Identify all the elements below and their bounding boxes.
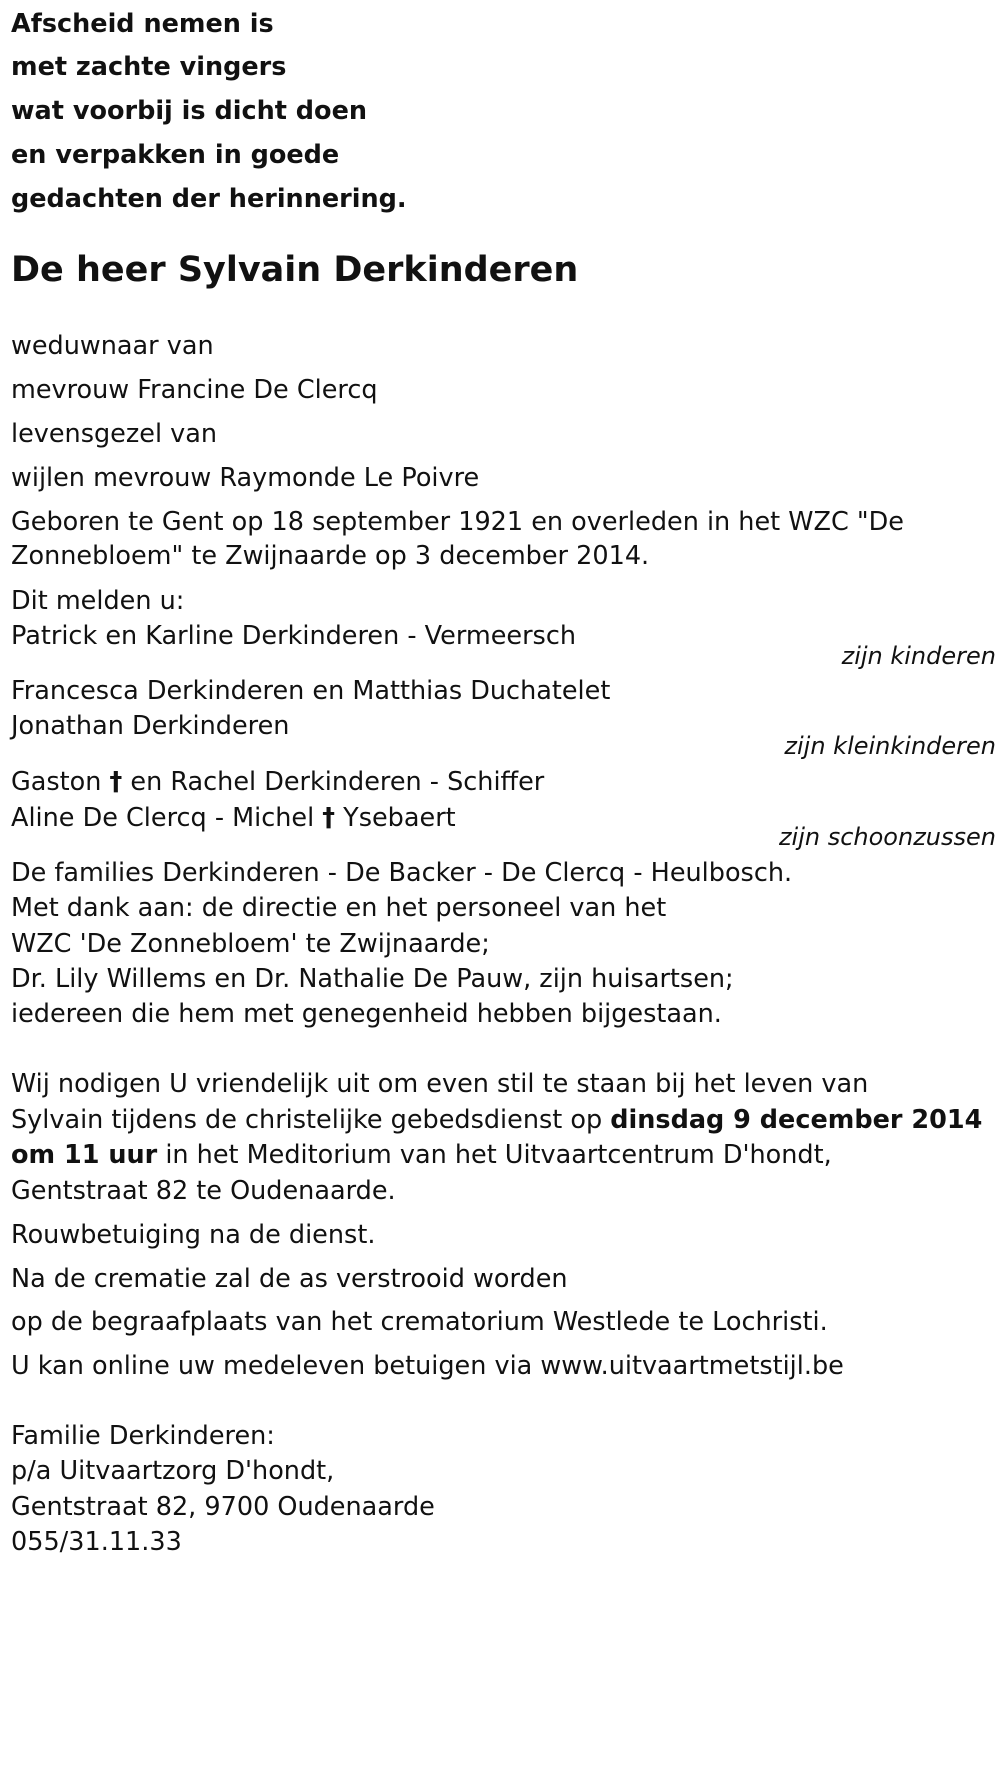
poem-line: en verpakken in goede xyxy=(11,140,340,170)
thanks-line: iedereen die hem met genegenheid hebben bijgestaan. xyxy=(11,999,722,1029)
after-line: Rouwbetuiging na de dienst. xyxy=(11,1220,376,1250)
children-relation: zijn kinderen xyxy=(841,642,996,670)
thanks-line: WZC 'De Zonnebloem' te Zwijnaarde; xyxy=(11,929,490,959)
grandchildren-relation: zijn kleinkinderen xyxy=(784,732,996,760)
service-date: dinsdag 9 december 2014 xyxy=(610,1105,983,1135)
service-time: om 11 uur xyxy=(11,1140,158,1170)
grandchildren-names: Jonathan Derkinderen xyxy=(11,711,290,741)
inlaws-relation: zijn schoonzussen xyxy=(778,823,996,851)
deceased-name: De heer Sylvain Derkinderen xyxy=(11,250,579,290)
service-line: Gentstraat 82 te Oudenaarde. xyxy=(11,1176,396,1206)
contact-phone: 055/31.11.33 xyxy=(11,1527,182,1557)
after-line: Na de crematie zal de as verstrooid worden xyxy=(11,1264,568,1294)
contact-line: Gentstraat 82, 9700 Oudenaarde xyxy=(11,1492,435,1522)
intro-line: mevrouw Francine De Clercq xyxy=(11,375,378,405)
birth-death-line: Geboren te Gent op 18 september 1921 en overleden in het WZC "De xyxy=(11,507,904,537)
cross-icon: † xyxy=(109,767,123,797)
children-names: Patrick en Karline Derkinderen - Vermeersch xyxy=(11,621,577,651)
grandchildren-names: Francesca Derkinderen en Matthias Duchatelet xyxy=(11,676,611,706)
intro-line: weduwnaar van xyxy=(11,331,214,361)
poem-line: gedachten der herinnering. xyxy=(11,184,407,214)
contact-line: p/a Uitvaartzorg D'hondt, xyxy=(11,1456,335,1486)
thanks-line: Dr. Lily Willems en Dr. Nathalie De Pauw, zijn huisartsen; xyxy=(11,964,734,994)
after-line: U kan online uw medeleven betuigen via www.uitvaartmetstijl.be xyxy=(11,1351,844,1381)
service-text: in het Meditorium van het Uitvaartcentrum D'hondt, xyxy=(157,1140,832,1170)
cross-icon: † xyxy=(322,803,336,833)
inlaws-name-part: Aline De Clercq - Michel xyxy=(11,803,323,833)
poem-line: met zachte vingers xyxy=(11,52,287,82)
inlaws-name-part: Gaston xyxy=(11,767,110,797)
service-line: Wij nodigen U vriendelijk uit om even stil te staan bij het leven van xyxy=(11,1069,869,1099)
service-text: Sylvain tijdens de christelijke gebedsdienst op xyxy=(11,1105,611,1135)
poem-line: Afscheid nemen is xyxy=(11,9,274,39)
inlaws-line xyxy=(11,766,544,798)
inlaws-line xyxy=(11,802,456,834)
inlaws-name-part: Ysebaert xyxy=(335,803,456,833)
service-line xyxy=(11,1104,982,1136)
contact-line: Familie Derkinderen: xyxy=(11,1421,275,1451)
intro-line: levensgezel van xyxy=(11,419,218,449)
announce-label: Dit melden u: xyxy=(11,586,185,616)
intro-line: wijlen mevrouw Raymonde Le Poivre xyxy=(11,463,480,493)
thanks-line: Met dank aan: de directie en het personeel van het xyxy=(11,893,667,923)
inlaws-name-part: en Rachel Derkinderen - Schiffer xyxy=(122,767,545,797)
birth-death-line: Zonnebloem" te Zwijnaarde op 3 december 2014. xyxy=(11,541,650,571)
after-line: op de begraafplaats van het crematorium Westlede te Lochristi. xyxy=(11,1307,828,1337)
poem-line: wat voorbij is dicht doen xyxy=(11,96,368,126)
service-line xyxy=(11,1139,832,1171)
families-line: De families Derkinderen - De Backer - De Clercq - Heulbosch. xyxy=(11,858,793,888)
